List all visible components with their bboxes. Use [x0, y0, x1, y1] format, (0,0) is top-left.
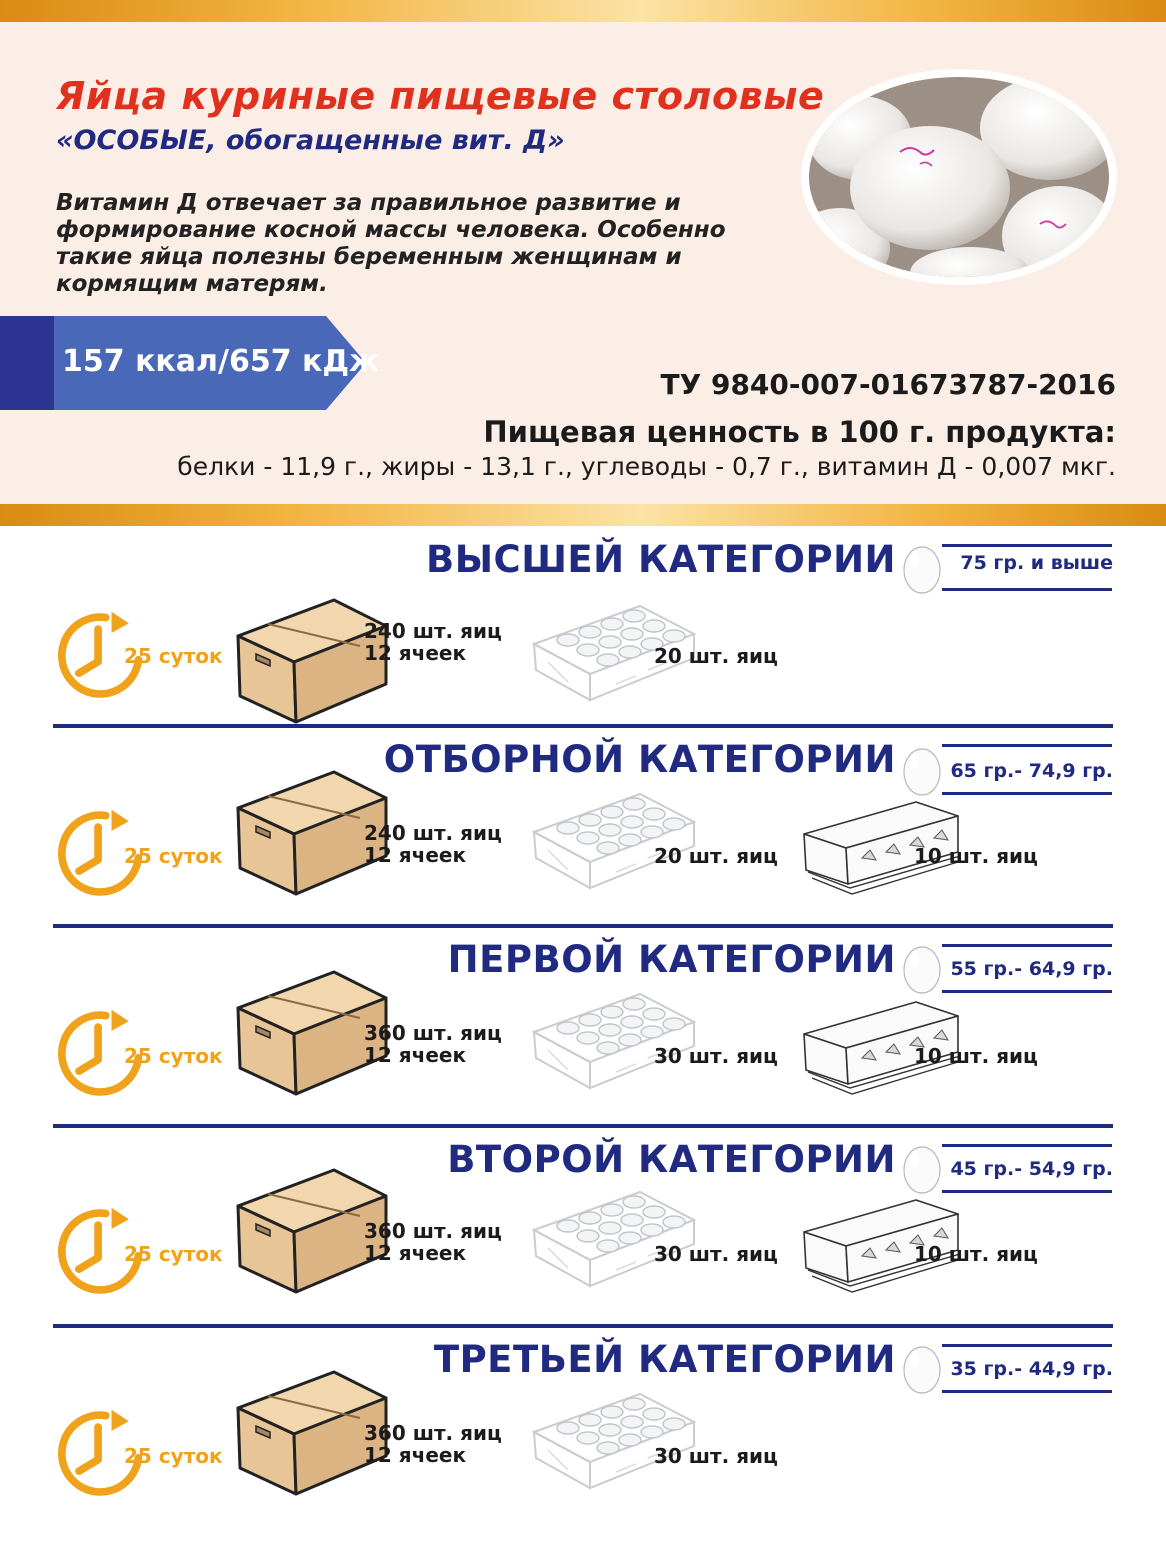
carton-egg-count: 10 шт. яиц: [914, 1044, 1038, 1068]
egg-tray-icon: [528, 1186, 698, 1294]
egg-tray-icon: [528, 1388, 698, 1496]
top-gold-stripe: [0, 0, 1166, 22]
carton-egg-count: 10 шт. яиц: [914, 844, 1038, 868]
box-egg-count: 360 шт. яиц: [364, 1421, 502, 1445]
weight-range: 35 гр.- 44,9 гр.: [950, 1358, 1113, 1380]
shelf-life: 25 суток: [124, 1444, 223, 1468]
category-section-highest: [0, 530, 1166, 728]
category-title: ТРЕТЬЕЙ КАТЕГОРИИ: [433, 1338, 896, 1381]
category-section-third: [0, 1324, 1166, 1534]
egg-icon: [901, 1142, 943, 1196]
egg-icon: [901, 744, 943, 798]
energy-value: 157 ккал/657 кДж: [62, 344, 379, 379]
nutrition-values: белки - 11,9 г., жиры - 13,1 г., углеводы - 0,7 г., витамин Д - 0,007 мкг.: [177, 452, 1116, 481]
box-cell-count: 12 ячеек: [364, 843, 467, 867]
weight-line-top: [942, 544, 1112, 547]
weight-range: 65 гр.- 74,9 гр.: [950, 760, 1113, 782]
box-capacity: [364, 1220, 502, 1264]
tu-code: ТУ 9840-007-01673787-2016: [660, 368, 1116, 401]
shelf-life: 25 суток: [124, 1044, 223, 1068]
tray-egg-count: 30 шт. яиц: [654, 1044, 778, 1068]
category-title: ПЕРВОЙ КАТЕГОРИИ: [447, 938, 896, 981]
middle-gold-stripe: [0, 504, 1166, 526]
box-cell-count: 12 ячеек: [364, 1443, 467, 1467]
tray-egg-count: 20 шт. яиц: [654, 844, 778, 868]
category-title: ОТБОРНОЙ КАТЕГОРИИ: [383, 738, 896, 781]
weight-line-bottom: [942, 588, 1112, 591]
weight-line-bottom: [942, 1190, 1112, 1193]
egg-tray-icon: [528, 788, 698, 896]
product-subtitle: «ОСОБЫЕ, обогащенные вит. Д»: [56, 125, 565, 156]
shelf-life: 25 суток: [124, 844, 223, 868]
box-cell-count: 12 ячеек: [364, 641, 467, 665]
box-capacity: [364, 620, 502, 664]
weight-range: 45 гр.- 54,9 гр.: [950, 1158, 1113, 1180]
tray-egg-count: 30 шт. яиц: [654, 1242, 778, 1266]
section-divider: [53, 1124, 1113, 1128]
weight-range: 75 гр. и выше: [960, 552, 1113, 574]
weight-line-bottom: [942, 1390, 1112, 1393]
category-section-selected: [0, 724, 1166, 922]
carton-egg-count: 10 шт. яиц: [914, 1242, 1038, 1266]
box-egg-count: 360 шт. яиц: [364, 1021, 502, 1045]
product-title: Яйца куриные пищевые столовые: [56, 74, 825, 118]
box-egg-count: 240 шт. яиц: [364, 619, 502, 643]
product-description: Витамин Д отвечает за правильное развитие и формирование косной массы человека. Особенно такие яйца полезны беременным женщинам и кормящим матерям.: [56, 190, 726, 297]
weight-line-top: [942, 744, 1112, 747]
category-section-first: [0, 924, 1166, 1122]
nutrition-title: Пищевая ценность в 100 г. продукта:: [483, 415, 1116, 449]
tray-egg-count: 20 шт. яиц: [654, 644, 778, 668]
box-cell-count: 12 ячеек: [364, 1043, 467, 1067]
weight-line-top: [942, 1144, 1112, 1147]
section-divider: [53, 924, 1113, 928]
box-egg-count: 240 шт. яиц: [364, 821, 502, 845]
eggs-photo: [800, 68, 1118, 286]
egg-icon: [901, 1342, 943, 1396]
box-cell-count: 12 ячеек: [364, 1241, 467, 1265]
box-capacity: [364, 1022, 502, 1066]
weight-line-top: [942, 1344, 1112, 1347]
egg-tray-icon: [528, 988, 698, 1096]
weight-line-bottom: [942, 990, 1112, 993]
category-title: ВТОРОЙ КАТЕГОРИИ: [447, 1138, 896, 1181]
box-capacity: [364, 822, 502, 866]
weight-line-bottom: [942, 792, 1112, 795]
category-title: ВЫСШЕЙ КАТЕГОРИИ: [426, 538, 896, 581]
egg-icon: [901, 542, 943, 596]
section-divider: [53, 1324, 1113, 1328]
weight-line-top: [942, 944, 1112, 947]
shelf-life: 25 суток: [124, 1242, 223, 1266]
egg-icon: [901, 942, 943, 996]
header-panel: [0, 22, 1166, 504]
tray-egg-count: 30 шт. яиц: [654, 1444, 778, 1468]
section-divider: [53, 724, 1113, 728]
shelf-life: 25 суток: [124, 644, 223, 668]
category-section-second: [0, 1124, 1166, 1322]
weight-range: 55 гр.- 64,9 гр.: [950, 958, 1113, 980]
box-capacity: [364, 1422, 502, 1466]
box-egg-count: 360 шт. яиц: [364, 1219, 502, 1243]
